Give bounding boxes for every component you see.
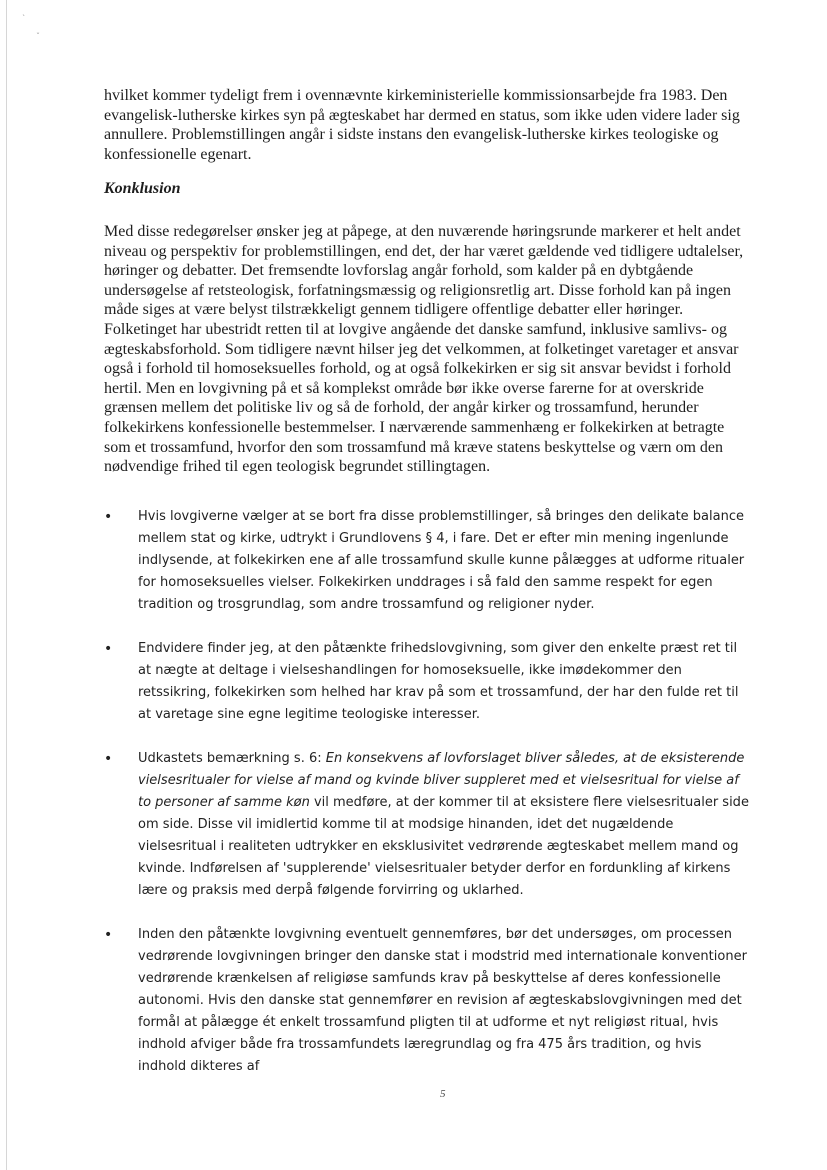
bullet-icon: • bbox=[104, 509, 113, 525]
scan-mark: ˇ bbox=[36, 32, 40, 41]
scan-mark: ˋ bbox=[22, 14, 26, 23]
bullet-text: Endvidere finder jeg, at den påtænkte frihedslovgivning, som giver den enkelte præst ret til at nægte at deltage i vielseshandlingen for homoseksuelle, ikke imødekommer den retssikring, folkekirken som helhed har krav på som et trossamfund, der har den fulde ret til at varetage sine egne legitime teologiske interesser. bbox=[138, 641, 739, 722]
section-heading: Konklusion bbox=[104, 180, 181, 197]
bullet-icon: • bbox=[104, 927, 113, 943]
bullet-item bbox=[0, 748, 827, 902]
bullet-text: Inden den påtænkte lovgivning eventuelt gennemføres, bør det undersøges, om processen vedrørende lovgivningen bringer den danske stat i modstrid med internationale konventioner vedrørende krænkelsen af religiøse samfunds krav på beskyttelse af deres konfessionelle autonomi. Hvis den danske stat gennemfører en revision af ægteskabslovgivningen med det formål at pålægge ét enkelt trossamfund pligten til at udforme et nyt religiøst ritual, hvis indhold afviger både fra trossamfundets læregrundlag og fra 475 års tradition, og hvis indhold dikteres af bbox=[138, 927, 747, 1074]
bullet-item bbox=[0, 924, 827, 1078]
bullet-text-lead: Udkastets bemærkning s. 6: bbox=[138, 751, 326, 766]
bullet-item bbox=[0, 506, 827, 616]
bullet-icon: • bbox=[104, 641, 113, 657]
bullet-text-rest: vil medføre, at der kommer til at eksistere flere vielsesritualer side om side. Disse vil imidlertid komme til at modsige hinanden, idet det nugældende vielsesritual i realiteten udtrykker en eksklusivitet vedrørende ægteskabet mellem mand og kvinde. Indførelsen af 'supplerende' vielsesritualer betyder derfor en fordunkling af kirkens lære og praksis med derpå følgende forvirring og uklarhed. bbox=[138, 795, 749, 898]
bullet-text: Hvis lovgiverne vælger at se bort fra disse problemstillinger, så bringes den delikate balance mellem stat og kirke, udtrykt i Grundlovens § 4, i fare. Det er efter min mening ingenlunde indlysende, at folkekirken ene af alle trossamfund skulle kunne pålægges at udforme ritualer for homoseksuelles vielser. Folkekirken unddrages i så fald den samme respekt for egen tradition og trosgrundlag, som andre trossamfund og religioner nyder. bbox=[138, 509, 745, 612]
bullet-icon: • bbox=[104, 751, 113, 767]
intro-paragraph: hvilket kommer tydeligt frem i ovennævnte kirkeministerielle kommissionsarbejde fra 1983. Den evangelisk-lutherske kirkes syn på ægteskabet har dermed en status, som ikke uden videre lader sig annullere. Problemstillingen angår i sidste instans den evangelisk-lutherske kirkes teologiske og konfessionelle egenart. bbox=[104, 87, 740, 163]
bullet-text bbox=[138, 748, 750, 902]
page-number: 5 bbox=[440, 1088, 446, 1100]
bullet-list bbox=[0, 506, 827, 1100]
conclusion-paragraph: Med disse redegørelser ønsker jeg at påpege, at den nuværende høringsrunde markerer et helt andet niveau og perspektiv for problemstillingen, end det, der har været gældende ved tidligere udtalelser, høringer og debatter. Det fremsendte lovforslag angår forhold, som kalder på en dybtgående undersøgelse af retsteologisk, forfatningsmæssig og religionsretlig art. Disse forhold kan på ingen måde siges at være belyst tilstrækkeligt gennem tidligere offentlige debatter eller høringer. Folketinget har ubestridt retten til at lovgive angående det danske samfund, inklusive samlivs- og ægteskabsforhold. Som tidligere nævnt hilser jeg det velkommen, at folketinget varetager et ansvar også i forhold til homoseksuelles forhold, og at også folkekirken er sig sit ansvar bevidst i forhold hertil. Men en lovgivning på et så komplekst område bør ikke overse farerne for at overskride grænsen mellem det politiske liv og så de forhold, der angår kirker og trossamfund, herunder folkekirkens konfessionelle bestemmelser. I nærværende sammenhæng er folkekirken at betragte som et trossamfund, hvorfor den som trossamfund må kræve statens beskyttelse og værn om den nødvendige frihed til egen teologisk begrundet stillingtagen. bbox=[104, 223, 744, 476]
bullet-item bbox=[0, 638, 827, 726]
bullet-text-quote: En konsekvens af lovforslaget bliver således, at de eksisterende vielsesritualer for vielse af mand og kvinde bliver suppleret med et vielsesritual for vielse af to personer af samme køn bbox=[138, 751, 745, 810]
